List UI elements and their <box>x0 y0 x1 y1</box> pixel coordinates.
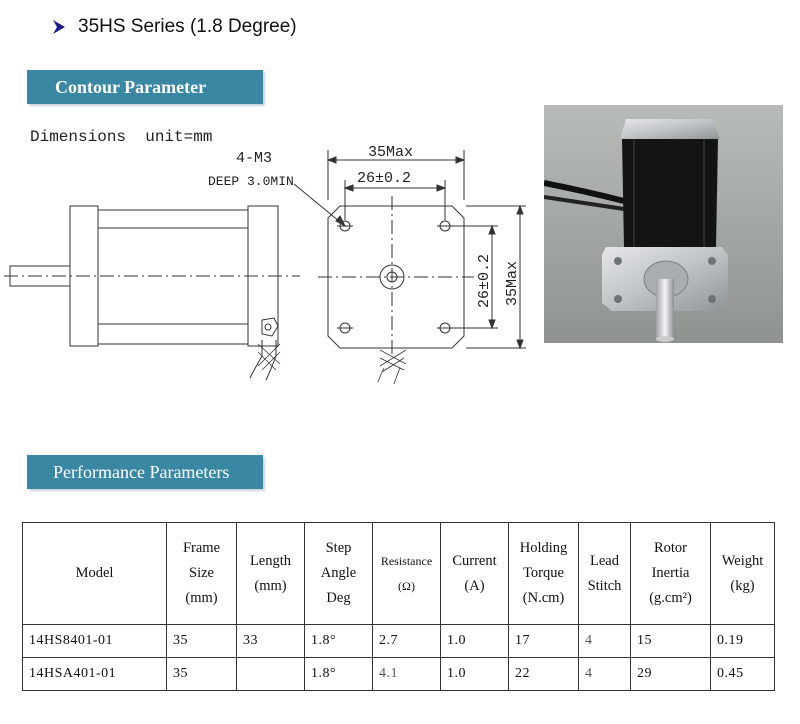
cell-length: 33 <box>237 625 305 658</box>
thread-label: 4-M3 <box>236 150 273 167</box>
cell-frame-size: 35 <box>167 625 237 658</box>
col-header-step-angle: Step Angle Deg <box>305 523 373 625</box>
cell-step-angle: 1.8° <box>305 658 373 691</box>
contour-header-text: Contour Parameter <box>55 76 207 97</box>
cell-current: 1.0 <box>441 658 509 691</box>
cell-resistance: 4.1 <box>373 658 441 691</box>
cell-lead-stitch: 4 <box>579 625 631 658</box>
cell-holding-torque: 17 <box>509 625 579 658</box>
col-header-model: Model <box>23 523 167 625</box>
col-header-frame-size: Frame Size (mm) <box>167 523 237 625</box>
cell-frame-size: 35 <box>167 658 237 691</box>
hole-spacing-h-label: 26±0.2 <box>357 170 412 187</box>
col-header-lead-stitch: Lead Stitch <box>579 523 631 625</box>
dimensions-label: Dimensions unit=mm <box>30 128 213 146</box>
cell-lead-stitch: 4 <box>579 658 631 691</box>
cell-model: 14HSA401-01 <box>23 658 167 691</box>
cell-weight: 0.45 <box>711 658 775 691</box>
cell-rotor-inertia: 29 <box>631 658 711 691</box>
performance-table <box>22 522 775 691</box>
width-max-label: 35Max <box>368 144 414 161</box>
cell-step-angle: 1.8° <box>305 625 373 658</box>
side-view <box>4 206 300 380</box>
col-header-current: Current (A) <box>441 523 509 625</box>
table-header-row <box>23 523 775 625</box>
cell-current: 1.0 <box>441 625 509 658</box>
motor-dimension-drawing <box>0 0 540 400</box>
cell-weight: 0.19 <box>711 625 775 658</box>
hole-spacing-v-label: 26±0.2 <box>476 253 493 308</box>
col-header-rotor-inertia: Rotor Inertia (g.cm²) <box>631 523 711 625</box>
depth-label: DEEP 3.0MIN <box>208 174 294 189</box>
height-max-label: 35Max <box>504 260 521 306</box>
motor-photo <box>544 105 783 343</box>
cell-resistance: 2.7 <box>373 625 441 658</box>
col-header-holding-torque: Holding Torque (N.cm) <box>509 523 579 625</box>
cell-holding-torque: 22 <box>509 658 579 691</box>
table-row <box>23 625 775 658</box>
cell-model: 14HS8401-01 <box>23 625 167 658</box>
col-header-resistance: Resistance (Ω) <box>373 523 441 625</box>
col-header-length: Length (mm) <box>237 523 305 625</box>
table-row <box>23 658 775 691</box>
cell-rotor-inertia: 15 <box>631 625 711 658</box>
series-title-text: 35HS Series (1.8 Degree) <box>78 16 297 37</box>
cell-length <box>237 658 305 691</box>
performance-parameters-header <box>27 455 263 489</box>
performance-header-text: Performance Parameters <box>53 461 230 482</box>
col-header-weight: Weight (kg) <box>711 523 775 625</box>
